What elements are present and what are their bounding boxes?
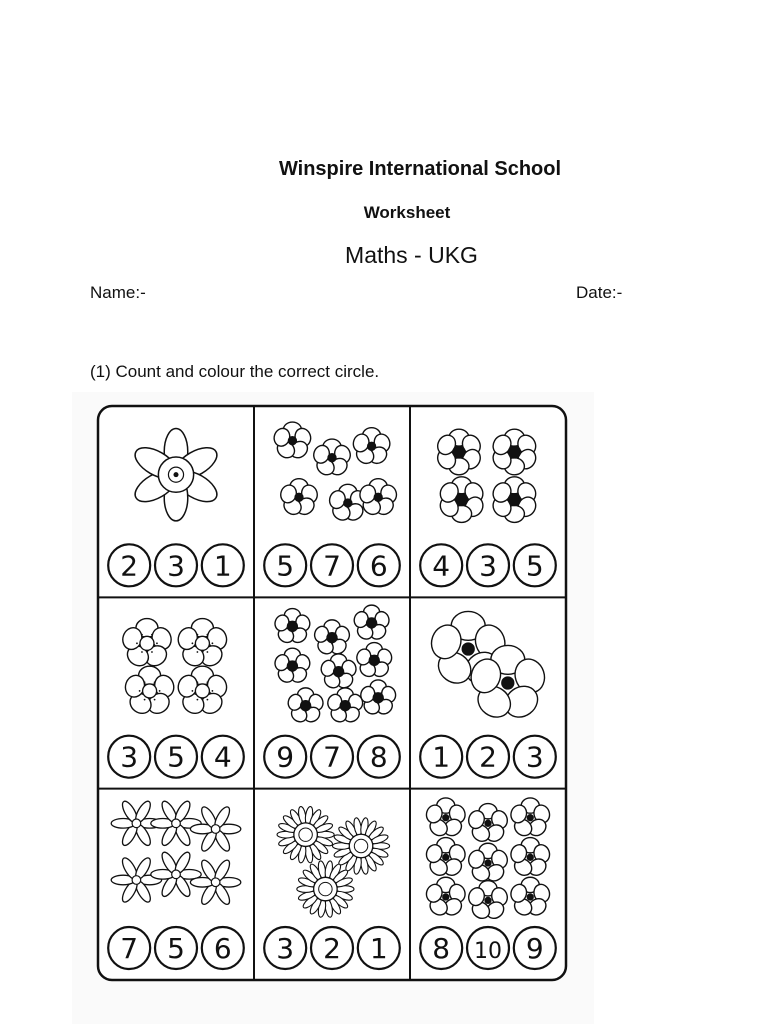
answer-option[interactable]: [420, 927, 462, 969]
answer-option[interactable]: [264, 736, 306, 778]
answer-option[interactable]: [108, 927, 150, 969]
answer-number: 2: [120, 549, 139, 583]
flower-count-grid: [72, 392, 594, 1024]
answer-number: 7: [120, 932, 139, 965]
answer-option[interactable]: [202, 927, 244, 969]
answer-option[interactable]: [311, 544, 353, 586]
answer-number: 3: [525, 740, 544, 774]
answer-number: 6: [369, 549, 388, 583]
answer-option[interactable]: [264, 927, 306, 969]
school-title: Winspire International School: [278, 158, 562, 180]
answer-option[interactable]: [264, 544, 306, 586]
subject-heading: Maths - UKG: [345, 242, 478, 268]
answer-option[interactable]: [420, 736, 462, 778]
answer-option[interactable]: [514, 544, 556, 586]
worksheet-cell: [108, 799, 244, 969]
answer-option[interactable]: [358, 927, 400, 969]
answer-option[interactable]: [420, 544, 462, 586]
answer-option[interactable]: [202, 544, 244, 586]
answer-number: 5: [167, 932, 185, 965]
answer-option[interactable]: [467, 736, 509, 778]
answer-number: 1: [213, 549, 232, 583]
answer-option[interactable]: [467, 927, 509, 969]
answer-number: 2: [323, 932, 341, 965]
answer-number: 7: [323, 740, 341, 774]
answer-option[interactable]: [108, 544, 150, 586]
answer-number: 3: [167, 549, 185, 583]
answer-number: 6: [213, 932, 232, 965]
answer-option[interactable]: [155, 927, 197, 969]
answer-number: 5: [525, 549, 544, 583]
answer-number: 1: [432, 740, 451, 774]
name-label: Name:-: [90, 283, 146, 302]
answer-number: 3: [276, 932, 295, 965]
answer-number: 10: [474, 939, 502, 964]
answer-number: 8: [369, 740, 388, 774]
answer-number: 1: [369, 932, 388, 965]
answer-option[interactable]: [514, 927, 556, 969]
answer-number: 9: [525, 932, 544, 965]
answer-number: 5: [276, 549, 295, 583]
answer-number: 2: [479, 740, 497, 774]
answer-number: 4: [213, 740, 232, 774]
answer-option[interactable]: [514, 736, 556, 778]
answer-option[interactable]: [155, 544, 197, 586]
answer-number: 5: [167, 740, 185, 774]
date-label: Date:-: [576, 283, 623, 302]
answer-number: 4: [432, 549, 451, 583]
answer-number: 8: [432, 932, 451, 965]
answer-option[interactable]: [358, 736, 400, 778]
answer-option[interactable]: [311, 736, 353, 778]
answer-number: 7: [323, 549, 341, 583]
answer-option[interactable]: [108, 736, 150, 778]
answer-option[interactable]: [467, 544, 509, 586]
answer-number: 3: [479, 549, 497, 583]
worksheet-cell: [264, 422, 400, 586]
answer-option[interactable]: [311, 927, 353, 969]
answer-option[interactable]: [202, 736, 244, 778]
worksheet-cell: [420, 798, 556, 969]
answer-number: 9: [276, 740, 295, 774]
question-text: (1) Count and colour the correct circle.: [90, 362, 380, 381]
answer-option[interactable]: [155, 736, 197, 778]
counting-worksheet: [72, 392, 594, 1024]
answer-number: 3: [120, 740, 139, 774]
answer-option[interactable]: [358, 544, 400, 586]
worksheet-heading: Worksheet: [363, 203, 451, 222]
